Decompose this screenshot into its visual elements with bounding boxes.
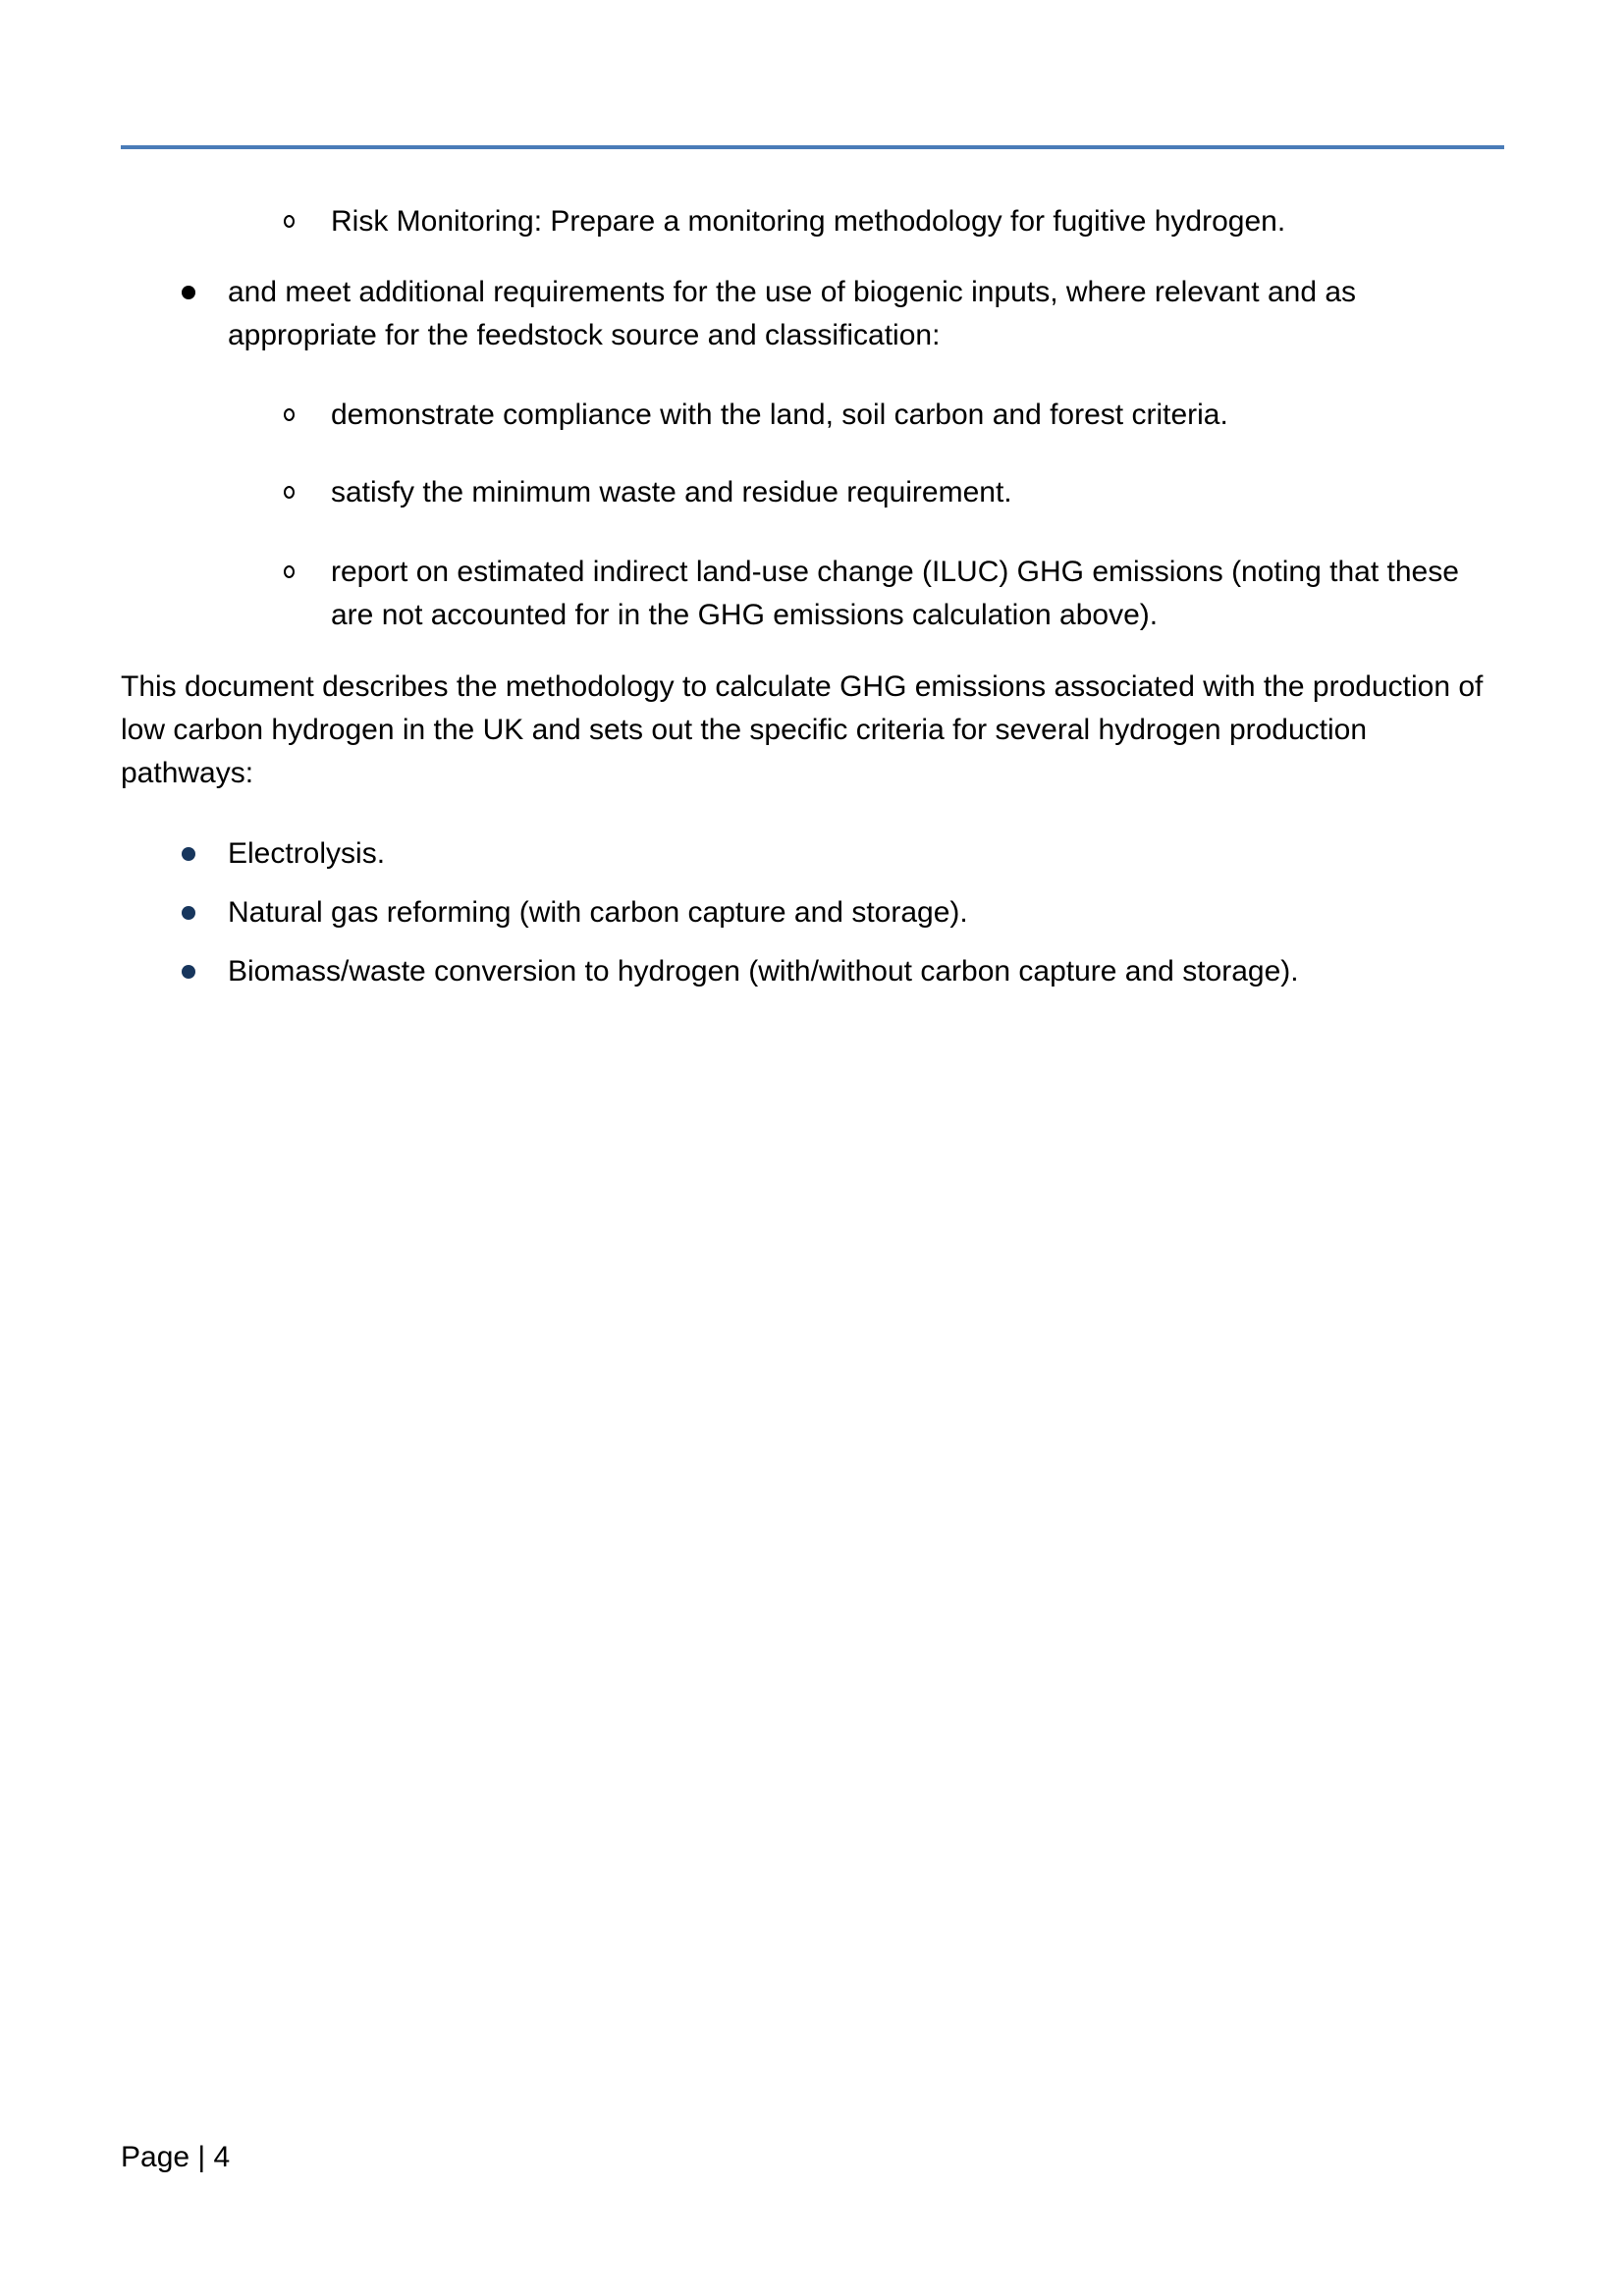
circle-bullet-icon xyxy=(284,486,295,499)
list-item-text: report on estimated indirect land-use change (ILUC) GHG emissions (noting that these are not accounted for in the GHG emissions calculation above). xyxy=(331,556,1459,631)
list-item-biogenic-requirements xyxy=(121,271,1504,357)
list-item-text: Biomass/waste conversion to hydrogen (with/without carbon capture and storage). xyxy=(228,955,1299,988)
document-body xyxy=(121,200,1504,993)
circle-bullet-icon xyxy=(284,215,295,228)
list-item-natural-gas-reforming xyxy=(121,891,1504,934)
list-item-text: satisfy the minimum waste and residue requirement. xyxy=(331,476,1012,508)
list-item-iluc-emissions xyxy=(121,551,1504,637)
bullet-icon xyxy=(182,286,195,299)
list-item-text: demonstrate compliance with the land, soil carbon and forest criteria. xyxy=(331,399,1228,431)
circle-bullet-icon xyxy=(284,565,295,578)
list-item-text: Electrolysis. xyxy=(228,837,386,870)
list-item-risk-monitoring xyxy=(121,200,1504,243)
list-item-text: and meet additional requirements for the use of biogenic inputs, where relevant and as appropriate for the feedstock source and classification: xyxy=(228,276,1357,351)
list-item-text: Natural gas reforming (with carbon capture and storage). xyxy=(228,896,968,929)
header-bottom-rule xyxy=(121,145,1504,149)
bullet-icon xyxy=(182,906,195,920)
list-item-biomass-waste-conversion xyxy=(121,950,1504,993)
bullet-icon xyxy=(182,847,195,861)
list-item-waste-residue xyxy=(121,471,1504,514)
circle-bullet-icon xyxy=(284,408,295,421)
list-item-electrolysis xyxy=(121,832,1504,876)
list-item-land-soil-forest xyxy=(121,394,1504,437)
bullet-icon xyxy=(182,965,195,979)
list-item-text: Risk Monitoring: Prepare a monitoring methodology for fugitive hydrogen. xyxy=(331,205,1286,238)
intro-paragraph: This document describes the methodology to calculate GHG emissions associated with the production of low carbon hydrogen in the UK and sets out the specific criteria for several hydrogen production pathways: xyxy=(121,670,1484,789)
page-footer: Page | 4 xyxy=(121,2141,231,2173)
